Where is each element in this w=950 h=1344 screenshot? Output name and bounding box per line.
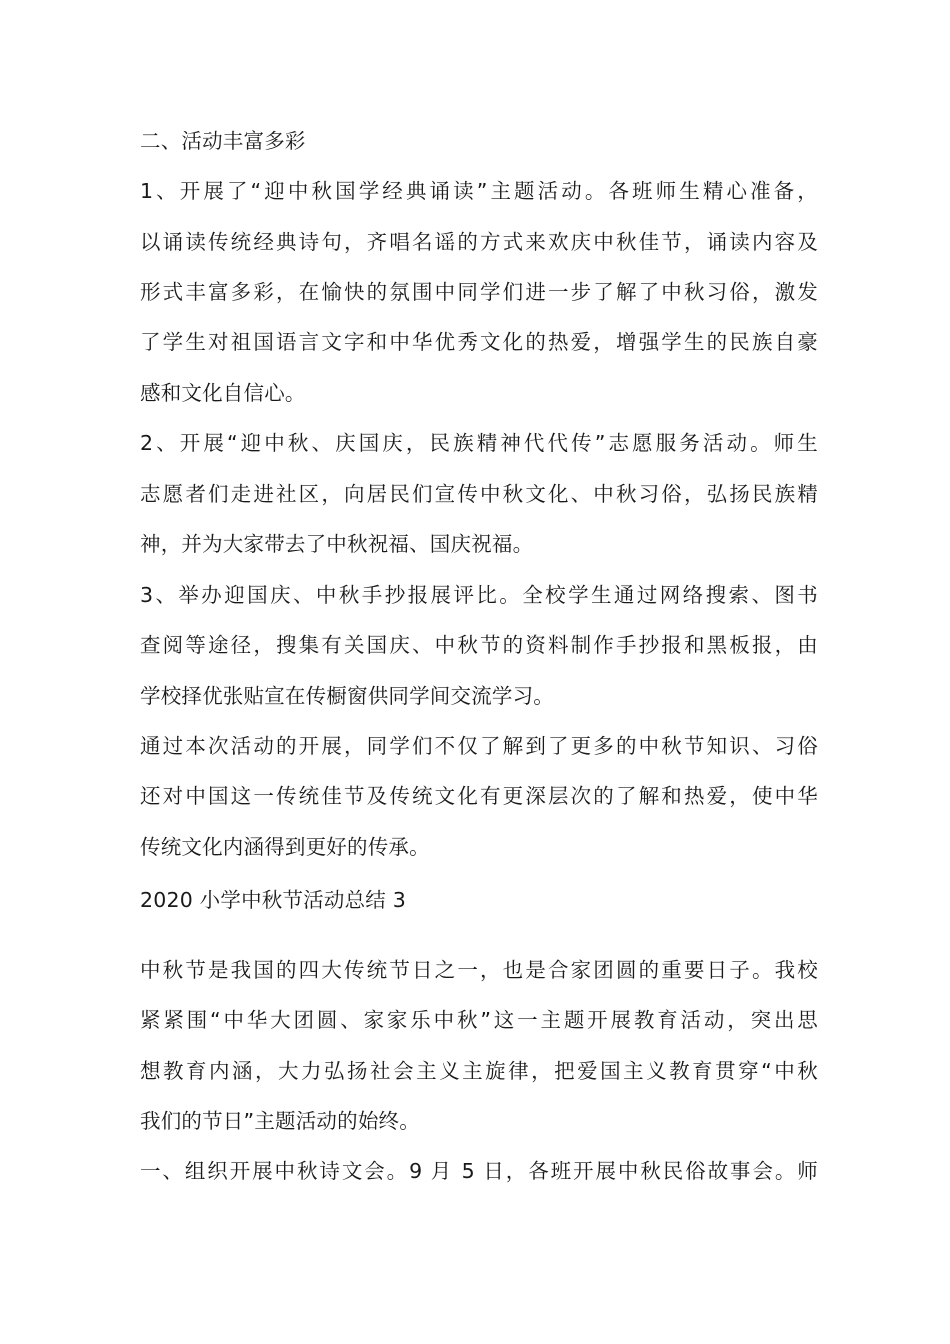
paragraph-line: 感和文化自信心。 <box>140 381 306 405</box>
paragraph-line: 我们的节日”主题活动的始终。 <box>140 1109 420 1133</box>
paragraph-line: 想教育内涵，大力弘扬社会主义主旋律，把爱国主义教育贯穿“中秋 <box>140 1059 818 1083</box>
paragraph-line: 神，并为大家带去了中秋祝福、国庆祝福。 <box>140 532 534 556</box>
paragraph-line: 志愿者们走进社区，向居民们宣传中秋文化、中秋习俗，弘扬民族精 <box>140 482 818 506</box>
paragraph-line: 紧紧围“中华大团圆、家家乐中秋”这一主题开展教育活动，突出思 <box>140 1008 818 1032</box>
section-heading-activities: 二、活动丰富多彩 <box>140 129 306 153</box>
paragraph-line: 传统文化内涵得到更好的传承。 <box>140 835 430 859</box>
paragraph-line: 还对中国这一传统佳节及传统文化有更深层次的了解和热爱，使中华 <box>140 784 818 808</box>
paragraph-line: 3、举办迎国庆、中秋手抄报展评比。全校学生通过网络搜索、图书 <box>140 583 818 607</box>
paragraph-line: 学校择优张贴宣在传橱窗供同学间交流学习。 <box>140 684 554 708</box>
paragraph-line: 中秋节是我国的四大传统节日之一，也是合家团圆的重要日子。我校 <box>140 958 818 982</box>
paragraph-line: 2、开展“迎中秋、庆国庆，民族精神代代传”志愿服务活动。师生 <box>140 431 818 455</box>
paragraph-line: 一、组织开展中秋诗文会。9 月 5 日，各班开展中秋民俗故事会。师 <box>140 1159 818 1183</box>
paragraph-line: 查阅等途径，搜集有关国庆、中秋节的资料制作手抄报和黑板报，由 <box>140 633 818 657</box>
paragraph-line: 通过本次活动的开展，同学们不仅了解到了更多的中秋节知识、习俗 <box>140 734 818 758</box>
paragraph-line: 以诵读传统经典诗句，齐唱名谣的方式来欢庆中秋佳节，诵读内容及 <box>140 230 818 254</box>
paragraph-line: 1、开展了“迎中秋国学经典诵读”主题活动。各班师生精心准备， <box>140 179 818 203</box>
paragraph-line: 形式丰富多彩，在愉快的氛围中同学们进一步了解了中秋习俗，激发 <box>140 280 818 304</box>
section-heading-summary-3: 2020 小学中秋节活动总结 3 <box>140 888 406 912</box>
paragraph-line: 了学生对祖国语言文字和中华优秀文化的热爱，增强学生的民族自豪 <box>140 330 818 354</box>
